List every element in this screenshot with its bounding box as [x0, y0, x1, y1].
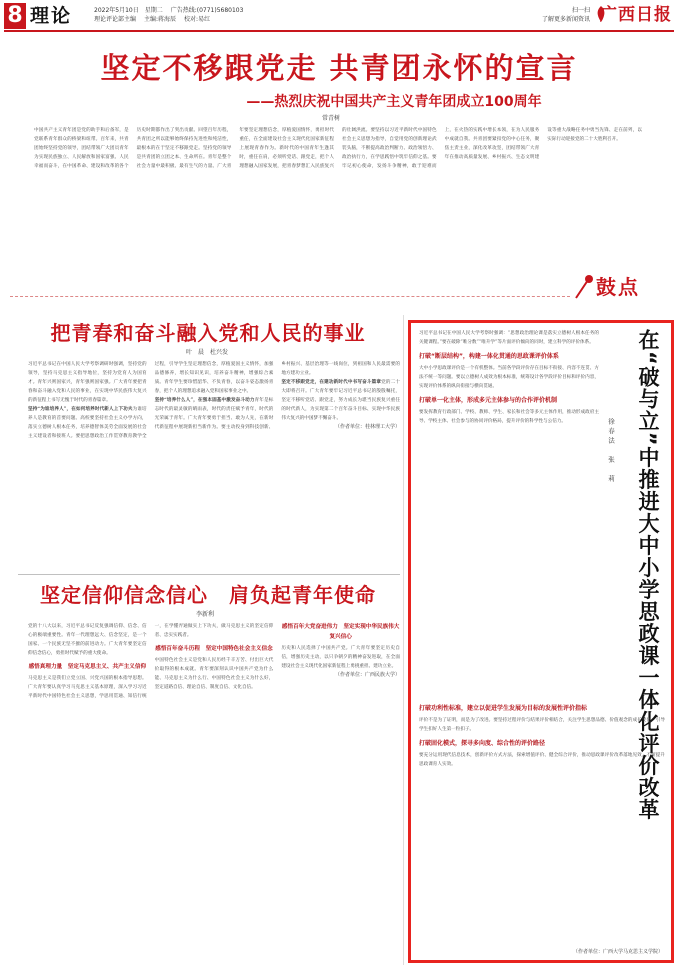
story2-paragraph: 中国特色社会主义是党和人民历经千辛万苦、付出巨大代价取得的根本成就。青年要深刻认识中国共产党为什么能、马克思主义为什么行、中国特色社会主义为什么好，坚定道路自信、理论自信、制度自信、文化自信。: [154, 658, 274, 690]
story2-subhead: 感悟百年大党奋进伟力 坚定实现中华民族伟大复兴信心: [281, 624, 400, 640]
column-separator: [403, 315, 404, 965]
story1-byline: 叶 晨 杜兴发: [186, 349, 229, 356]
story1-headline: 把青春和奋斗融入党和人民的事业: [50, 321, 366, 345]
lead-paragraph: 中国共产主义青年团是党的助手和后备军，是党联系青年群众的桥梁和纽带。百年来，共青团始终坚持党的领导，团结带领广大团员青年为实现民族独立、人民解放和国家富强、人民幸福而奋斗，在中国革命、建设和改革的各个历史时期都作出了突出贡献。回望百年历程，共青团之所以能够始终保持先进性和纯洁性，最根本的在于坚定不移跟党走。坚持党的领导是共青团的立团之本、生命所在。青年是整个社会力量中最积极、最有生气的力量。广大青年要坚定理想信念，厚植爱国情怀，勇担时代重任，在全面建设社会主义现代化国家新征程上展现青春作为。新时代的中国青年生逢其时，重任在肩，必须听党话、跟党走，把个人理想融入国家发展，把青春梦想汇入民族复兴的壮阔洪流。要坚持以习近平新时代中国特色社会主义思想为指导，自觉用党的创新理论武装头脑，不断提高政治判断力、政治领悟力、政治执行力，在学思践悟中筑牢信仰之基。要牢记初心使命，发扬斗争精神，敢于迎难而上，在火热的实践中增长本领，在为人民服务中成就自我。共青团要紧扣党的中心任务，聚焦主责主业，深化改革攻坚，团结带领广大青年在推动高质量发展、乡村振兴、生态文明建设等重大战略任务中勇当先锋、走在前列，以实际行动迎接党的二十大胜利召开。: [34, 128, 642, 169]
story3-paragraph: 大中小学思政课评价是一个有机整体。当前各学段评价存在目标不衔接、内容不连贯、方法不统一等问题。要以立德树人成效为根本标准，统筹设计各学段评价目标和评价内容，实现评价体系的纵向衔接与横向贯通。: [419, 366, 599, 389]
newspaper-brand: 广西日报: [600, 5, 672, 25]
desk-name: 理论评论部主编: [94, 16, 137, 23]
story2-body: [28, 622, 400, 962]
story1-subhead: 坚定不移跟党走，在建功新时代中书写奋斗篇章: [281, 380, 382, 385]
story1-paragraph: [281, 378, 400, 423]
story3-source: （作者单位：广西大学马克思主义学院）: [572, 949, 663, 955]
story1-subhead: 坚持“培养什么人”，在强本固基中激发奋斗动力: [154, 398, 255, 403]
story3-headline: 在“破与立”中推进大中小学思政课一体化评价改革: [636, 329, 660, 821]
masthead-meta: [94, 6, 251, 24]
story-divider: [18, 574, 400, 575]
story1-paragraph-text: 青年是标志时代的最灵敏的晴雨表，时代的责任赋予青年，时代的光荣属于青年。广大青年要勇于担当、敢为人先，在新时代新征程中展现新担当新作为。要主动投身到科技创新、乡村振兴、基层治理等一线岗位，到祖国和人民最需要的地方建功立业。: [154, 362, 400, 430]
story3-subhead: 打破固化模式，探寻多向度、综合性的评价路径: [419, 740, 546, 747]
lead-byline: 常青树: [322, 115, 341, 122]
story3-subhead: 打破单一化主体，形成多元主体参与的合作评价机制: [419, 397, 558, 404]
lead-article-body: [34, 126, 642, 296]
qr-caption-line2: 了解更多新闻资讯: [541, 16, 590, 23]
qr-caption-line1: 扫一扫: [571, 7, 590, 14]
story2-byline: 李新利: [196, 611, 215, 618]
story2-paragraph: 马克思主义是我们立党立国、兴党兴国的根本指导思想。广大青年要认真学习马克思主义基本原理，深入学习习近平新时代中国特色社会主义思想，学思用贯通、知信行统一，在学懂弄通做实上下功夫，做马克思主义的坚定信仰者、忠实实践者。: [28, 624, 274, 699]
lead-headline: 坚定不移跟党走 共青团永怀的宣言: [100, 51, 578, 85]
proofreader: 校对:易红: [184, 16, 211, 23]
story2-paragraph: 历史和人民选择了中国共产党。广大青年要坚定历史自信，增强历史主动，以只争朝夕的精神奋发进取，在全面建设社会主义现代化国家新征程上勇挑重担、建功立业。: [281, 646, 400, 669]
masthead: [0, 0, 678, 32]
story1-body: [28, 360, 400, 570]
story2-paragraph: 党的十八大以来，习近平总书记反复强调信仰、信念、信心的极端重要性。青年一代理想远大、信念坚定，是一个国家、一个民族无坚不摧的前进动力。广大青年要坚定信仰信念信心，勇担时代赋予的重大使命。: [28, 624, 147, 656]
story3-body-lower: [419, 699, 665, 961]
qr-caption: [542, 6, 590, 24]
story3-paragraph: 评价不是为了证明，而是为了改进。要坚持过程评价与结果评价相结合，关注学生思想品德、价值观念的成长变化，引导学生扣好人生第一粒扣子。: [419, 718, 665, 732]
editor-note: 广告热线:(0771)5680103: [170, 7, 244, 14]
story3-byline: 徐春法 张 莉: [607, 418, 615, 485]
story1-paragraph-text: 为谁培养人是教育的首要问题。高校要坚持社会主义办学方向，落实立德树人根本任务，培养德智体美劳全面发展的社会主义建设者和接班人。要把思想政治工作贯穿教育教学全过程，引导学生坚定理想信念，厚植爱国主义情怀，加强品德修养，增长知识见识，培养奋斗精神，增强综合素质。青年学生要珍惜韶华、不负青春，以奋斗姿态激扬青春，把个人的理想追求融入党和国家事业之中。: [28, 362, 274, 439]
chief-editor: 主编:蒋海辰: [144, 16, 177, 23]
column-badge-label: 鼓点: [596, 275, 640, 299]
page-number: 8: [4, 3, 26, 29]
story1-paragraph-text: 党的二十大即将召开。广大青年要牢记习近平总书记的殷殷嘱托，坚定不移听党话、跟党走，努力成长为堪当民族复兴重任的时代新人，为实现第二个百年奋斗目标、实现中华民族伟大复兴的中国梦不懈奋斗。: [281, 380, 400, 421]
story3-paragraph: 习近平总书记在中国人民大学考察时强调：“思想政治理论课是落实立德树人根本任务的关键课程。”要在破除“唯分数”“唯升学”等片面评价倾向的同时，建立科学的评价体系。: [419, 331, 599, 345]
story2-headline: 坚定信仰信念信心 肩负起青年使命: [40, 583, 376, 607]
story1-source: （作者单位：桂林理工大学）: [334, 424, 400, 430]
story3-paragraph: 要发挥教育行政部门、学校、教师、学生、家长和社会等多元主体作用，推动形成政府主导、学校主体、社会参与的协同评价格局，提升评价的科学性与公信力。: [419, 410, 599, 424]
story2-subhead: 感悟百年奋斗历程 坚定中国特色社会主义信念: [155, 646, 273, 652]
story3-paragraph: 要充分运用现代信息技术，创新评价方式方法，探索增值评价、健全综合评价，推动思政课评价改革落地见效，不断提升思政课育人实效。: [419, 753, 665, 767]
story1-paragraph: 习近平总书记在中国人民大学考察调研时强调，坚持党的领导，坚持马克思主义指导地位，坚持为党育人为国育才。青年兴则国家兴，青年强则国家强。广大青年要把青春和奋斗融入党和人民的事业，在实现中华民族伟大复兴的新征程上书写无愧于时代的青春篇章。: [28, 362, 147, 403]
masthead-rule: [4, 30, 674, 32]
story3-subhead: 打破功利性标准，建立以促进学生发展为目标的发展性评价指标: [419, 705, 588, 712]
story2-subhead: 感悟真理力量 坚定马克思主义、共产主义信仰: [28, 664, 147, 670]
story3-subhead: 打破“断层结构”，构建一体化贯通的思政课评价体系: [419, 353, 559, 360]
section-name: 理论: [30, 5, 73, 27]
lead-subheadline: ——热烈庆祝中国共产主义青年团成立100周年: [246, 94, 542, 110]
story2-source: （作者单位：广西民族大学）: [334, 672, 400, 678]
story1-subhead: 坚持“为谁培养人”，在如何培养时代新人上下功夫: [28, 407, 133, 412]
column-badge: [574, 272, 644, 302]
drumstick-icon: [574, 274, 594, 300]
issue-date: 2022年5月10日 星期二: [94, 7, 163, 14]
featured-article-frame: [408, 320, 674, 963]
lead-divider: [10, 292, 570, 297]
